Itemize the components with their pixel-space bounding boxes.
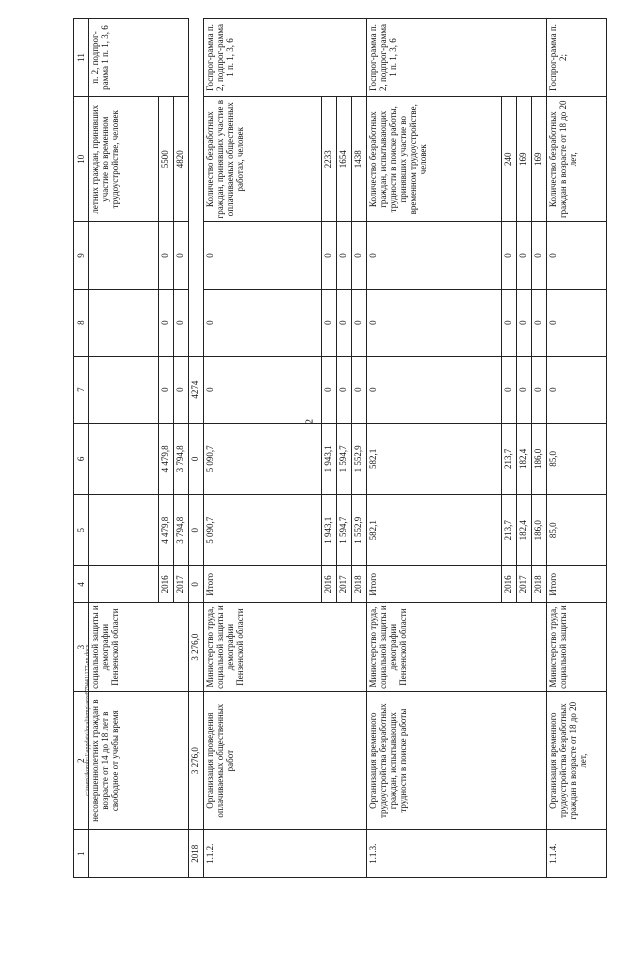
year-cell: 2017 — [337, 566, 352, 603]
table-row — [547, 19, 607, 878]
value-cell: 1 594,7 — [337, 495, 352, 566]
value-cell: 0 — [174, 356, 189, 423]
total-value: 0 — [204, 356, 322, 423]
indicator-value: 1654 — [337, 97, 352, 222]
value-cell: 0 — [189, 566, 204, 603]
header-row — [74, 19, 89, 878]
header-cell: 8 — [74, 289, 89, 356]
indicator-value: 169 — [517, 97, 532, 222]
program-ref: Госпрог-рамма п. 2, подпрог-рамма 1 п. 1, 3, 6 — [367, 19, 547, 97]
item-number — [89, 830, 189, 878]
item-number: 1.1.4. — [547, 830, 607, 878]
total-value: 582,1 — [367, 495, 502, 566]
total-value: 5 090,7 — [204, 423, 322, 494]
value-cell: 182,4 — [517, 423, 532, 494]
total-value: 0 — [547, 289, 607, 356]
year-cell: 2018 — [352, 566, 367, 603]
value-cell: 0 — [337, 222, 352, 289]
item-number: 1.1.3. — [367, 830, 547, 878]
value-cell: 0 — [189, 495, 204, 566]
empty-cell — [89, 495, 159, 566]
value-cell: 0 — [502, 289, 517, 356]
value-cell: 1 943,1 — [322, 495, 337, 566]
value-cell: 0 — [352, 289, 367, 356]
value-cell: 4 479,8 — [159, 495, 174, 566]
value-cell: 3 276,0 — [189, 691, 204, 829]
header-cell: 3 — [74, 603, 89, 692]
activity-name: Организация проведения оплачиваемых общественных работ — [204, 691, 367, 829]
program-table — [73, 18, 607, 878]
value-cell: 213,7 — [502, 423, 517, 494]
indicator-value: 5500 — [159, 97, 174, 222]
table-row — [367, 19, 502, 878]
value-cell: 0 — [159, 289, 174, 356]
year-cell: 2018 — [189, 830, 204, 878]
total-label: Итого — [367, 566, 502, 603]
total-value: 0 — [204, 222, 322, 289]
value-cell: 0 — [337, 289, 352, 356]
value-cell: 0 — [159, 356, 174, 423]
total-value: 0 — [204, 289, 322, 356]
year-cell: 2016 — [502, 566, 517, 603]
rotated-table-container — [73, 18, 589, 878]
activity-name: несовершеннолетних граждан в возрасте от 14 до 18 лет в свободное от учебы время — [89, 691, 189, 829]
total-value: 0 — [547, 222, 607, 289]
executor: Министерство труда, социальной защиты и — [547, 603, 607, 692]
header-cell: 6 — [74, 423, 89, 494]
program-ref: Госпрог-рамма п. 2, подпрог-рамма 1 п. 1, 3, 6 — [204, 19, 367, 97]
year-cell: 2016 — [322, 566, 337, 603]
year-cell: 2017 — [517, 566, 532, 603]
value-cell: 1 943,1 — [322, 423, 337, 494]
year-cell: 2018 — [532, 566, 547, 603]
header-cell: 9 — [74, 222, 89, 289]
value-cell: 0 — [189, 423, 204, 494]
value-cell: 186,0 — [532, 495, 547, 566]
value-cell: 213,7 — [502, 495, 517, 566]
empty-cell — [89, 566, 159, 603]
header-cell: 5 — [74, 495, 89, 566]
indicator-value: 4274 — [189, 356, 204, 423]
total-value: 85,0 — [547, 423, 607, 494]
executor: Министерство труда, социальной защиты и демографии Пензенской области — [367, 603, 547, 692]
total-label: Итого — [547, 566, 607, 603]
total-value: 582,1 — [367, 423, 502, 494]
indicator-value: 1438 — [352, 97, 367, 222]
table-row — [204, 19, 322, 878]
value-cell: 3 276,0 — [189, 603, 204, 692]
value-cell: 3 794,8 — [174, 495, 189, 566]
value-cell: 0 — [532, 289, 547, 356]
value-cell: 3 794,8 — [174, 423, 189, 494]
indicator-value: 240 — [502, 97, 517, 222]
empty-cell — [89, 289, 159, 356]
header-cell: 10 — [74, 97, 89, 222]
program-ref: п. 2, подпрог-рамма 1 п. 1, 3, 6 — [89, 19, 189, 97]
total-label: Итого — [204, 566, 322, 603]
total-value: 0 — [547, 356, 607, 423]
value-cell: 0 — [532, 356, 547, 423]
value-cell: 0 — [322, 356, 337, 423]
empty-cell — [89, 423, 159, 494]
indicator-text: Количество безработных граждан в возрасте от 18 до 20 лет, — [547, 97, 607, 222]
total-value: 85,0 — [547, 495, 607, 566]
year-cell: 2016 — [159, 566, 174, 603]
value-cell: 0 — [502, 356, 517, 423]
activity-name: Организация временного трудоустройства безработных граждан, испытывающих трудности в поиске работы — [367, 691, 547, 829]
value-cell: 0 — [337, 356, 352, 423]
value-cell: 1 552,9 — [352, 423, 367, 494]
activity-name: Организация временного трудоустройства безработных граждан в возрасте от 18 до 20 лет, — [547, 691, 607, 829]
value-cell: 4 479,8 — [159, 423, 174, 494]
header-cell: 11 — [74, 19, 89, 97]
page-number: 2 — [304, 419, 316, 424]
value-cell: 0 — [352, 222, 367, 289]
header-cell: 4 — [74, 566, 89, 603]
total-value: 0 — [367, 222, 502, 289]
value-cell: 0 — [174, 289, 189, 356]
total-value: 5 090,7 — [204, 495, 322, 566]
value-cell: 0 — [322, 222, 337, 289]
indicator-value: 2233 — [322, 97, 337, 222]
value-cell: 0 — [517, 222, 532, 289]
indicator-text: Количество безработных граждан, принявших участие в оплачиваемых общественных работах, человек — [204, 97, 322, 222]
executor: социальной защиты и демографии Пензенской области — [89, 603, 189, 692]
header-cell: 1 — [74, 830, 89, 878]
total-value: 0 — [367, 289, 502, 356]
table-row — [89, 19, 159, 878]
header-cell: 7 — [74, 356, 89, 423]
item-number: 1.1.2. — [204, 830, 367, 878]
year-cell: 2017 — [174, 566, 189, 603]
executor: Министерство труда, социальной защиты и демографии Пензенской области — [204, 603, 367, 692]
value-cell: 0 — [174, 222, 189, 289]
indicator-value: 169 — [532, 97, 547, 222]
empty-cell — [89, 356, 159, 423]
value-cell: 0 — [517, 289, 532, 356]
year-row — [189, 19, 204, 878]
value-cell: 0 — [322, 289, 337, 356]
value-cell: 0 — [352, 356, 367, 423]
value-cell: 182,4 — [517, 495, 532, 566]
value-cell: 0 — [532, 222, 547, 289]
footer-file-path: c:\users\ikorob~1\appdata\local\temp\aeze879441\177-nn.docx — [85, 644, 91, 796]
value-cell: 186,0 — [532, 423, 547, 494]
indicator-text: Количество безработных граждан, испытывающих трудности в поиске работы, принявших участие во временном трудоустройстве, человек — [367, 97, 502, 222]
value-cell: 1 594,7 — [337, 423, 352, 494]
value-cell: 1 552,9 — [352, 495, 367, 566]
indicator-text: летних граждан, принявших участие во временном трудоустройстве, человек — [89, 97, 159, 222]
value-cell: 0 — [517, 356, 532, 423]
value-cell: 0 — [159, 222, 174, 289]
empty-cell — [89, 222, 159, 289]
program-ref: Госпрог-рамма п. 2; — [547, 19, 607, 97]
indicator-value: 4820 — [174, 97, 189, 222]
header-cell: 2 — [74, 691, 89, 829]
value-cell: 0 — [502, 222, 517, 289]
total-value: 0 — [367, 356, 502, 423]
